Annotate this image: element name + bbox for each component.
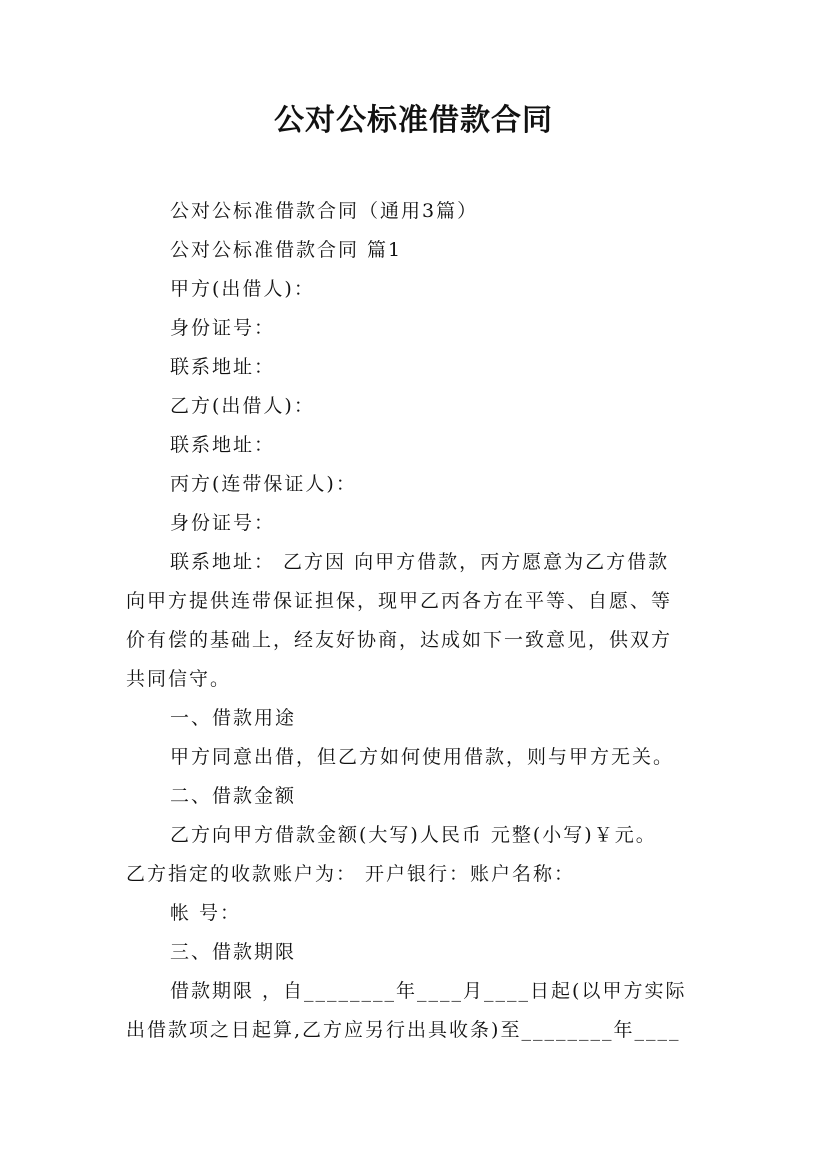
- body-text-line: 乙方指定的收款账户为： 开户银行：账户名称：: [126, 863, 576, 885]
- section-heading-line: 公对公标准借款合同 篇1: [170, 239, 403, 261]
- party-c-line: 丙方(连带保证人)：: [170, 473, 357, 495]
- subtitle-line: 公对公标准借款合同（通用3篇）: [170, 200, 479, 222]
- document-title: 公对公标准借款合同: [274, 103, 553, 138]
- body-text-line: 向甲方提供连带保证担保，现甲乙丙各方在平等、自愿、等: [126, 590, 673, 612]
- party-a-address-line: 联系地址：: [170, 356, 276, 378]
- clause-heading-amount: 二、借款金额: [170, 785, 297, 807]
- body-text-line: 借款期限 ，自________年____月____日起(以甲方实际: [170, 980, 687, 1002]
- clause-heading-purpose: 一、借款用途: [170, 707, 297, 729]
- body-text-line: 乙方向甲方借款金额(大写)人民币 元整(小写)￥元。: [170, 824, 657, 846]
- party-c-id-line: 身份证号：: [170, 512, 276, 534]
- body-text-line: 价有偿的基础上，经友好协商，达成如下一致意见，供双方: [126, 629, 673, 651]
- body-text-line: 共同信守。: [126, 668, 232, 690]
- party-b-address-line: 联系地址：: [170, 434, 276, 456]
- body-text-line: 甲方同意出借，但乙方如何使用借款，则与甲方无关。: [170, 746, 675, 768]
- body-text-line: 联系地址： 乙方因 向甲方借款，丙方愿意为乙方借款: [170, 551, 670, 573]
- body-text-line: 出借款项之日起算,乙方应另行出具收条)至________年____: [126, 1019, 681, 1041]
- account-number-line: 帐 号：: [170, 902, 242, 924]
- party-a-line: 甲方(出借人)：: [170, 278, 315, 300]
- party-b-line: 乙方(出借人)：: [170, 395, 315, 417]
- clause-heading-term: 三、借款期限: [170, 941, 297, 963]
- party-a-id-line: 身份证号：: [170, 317, 276, 339]
